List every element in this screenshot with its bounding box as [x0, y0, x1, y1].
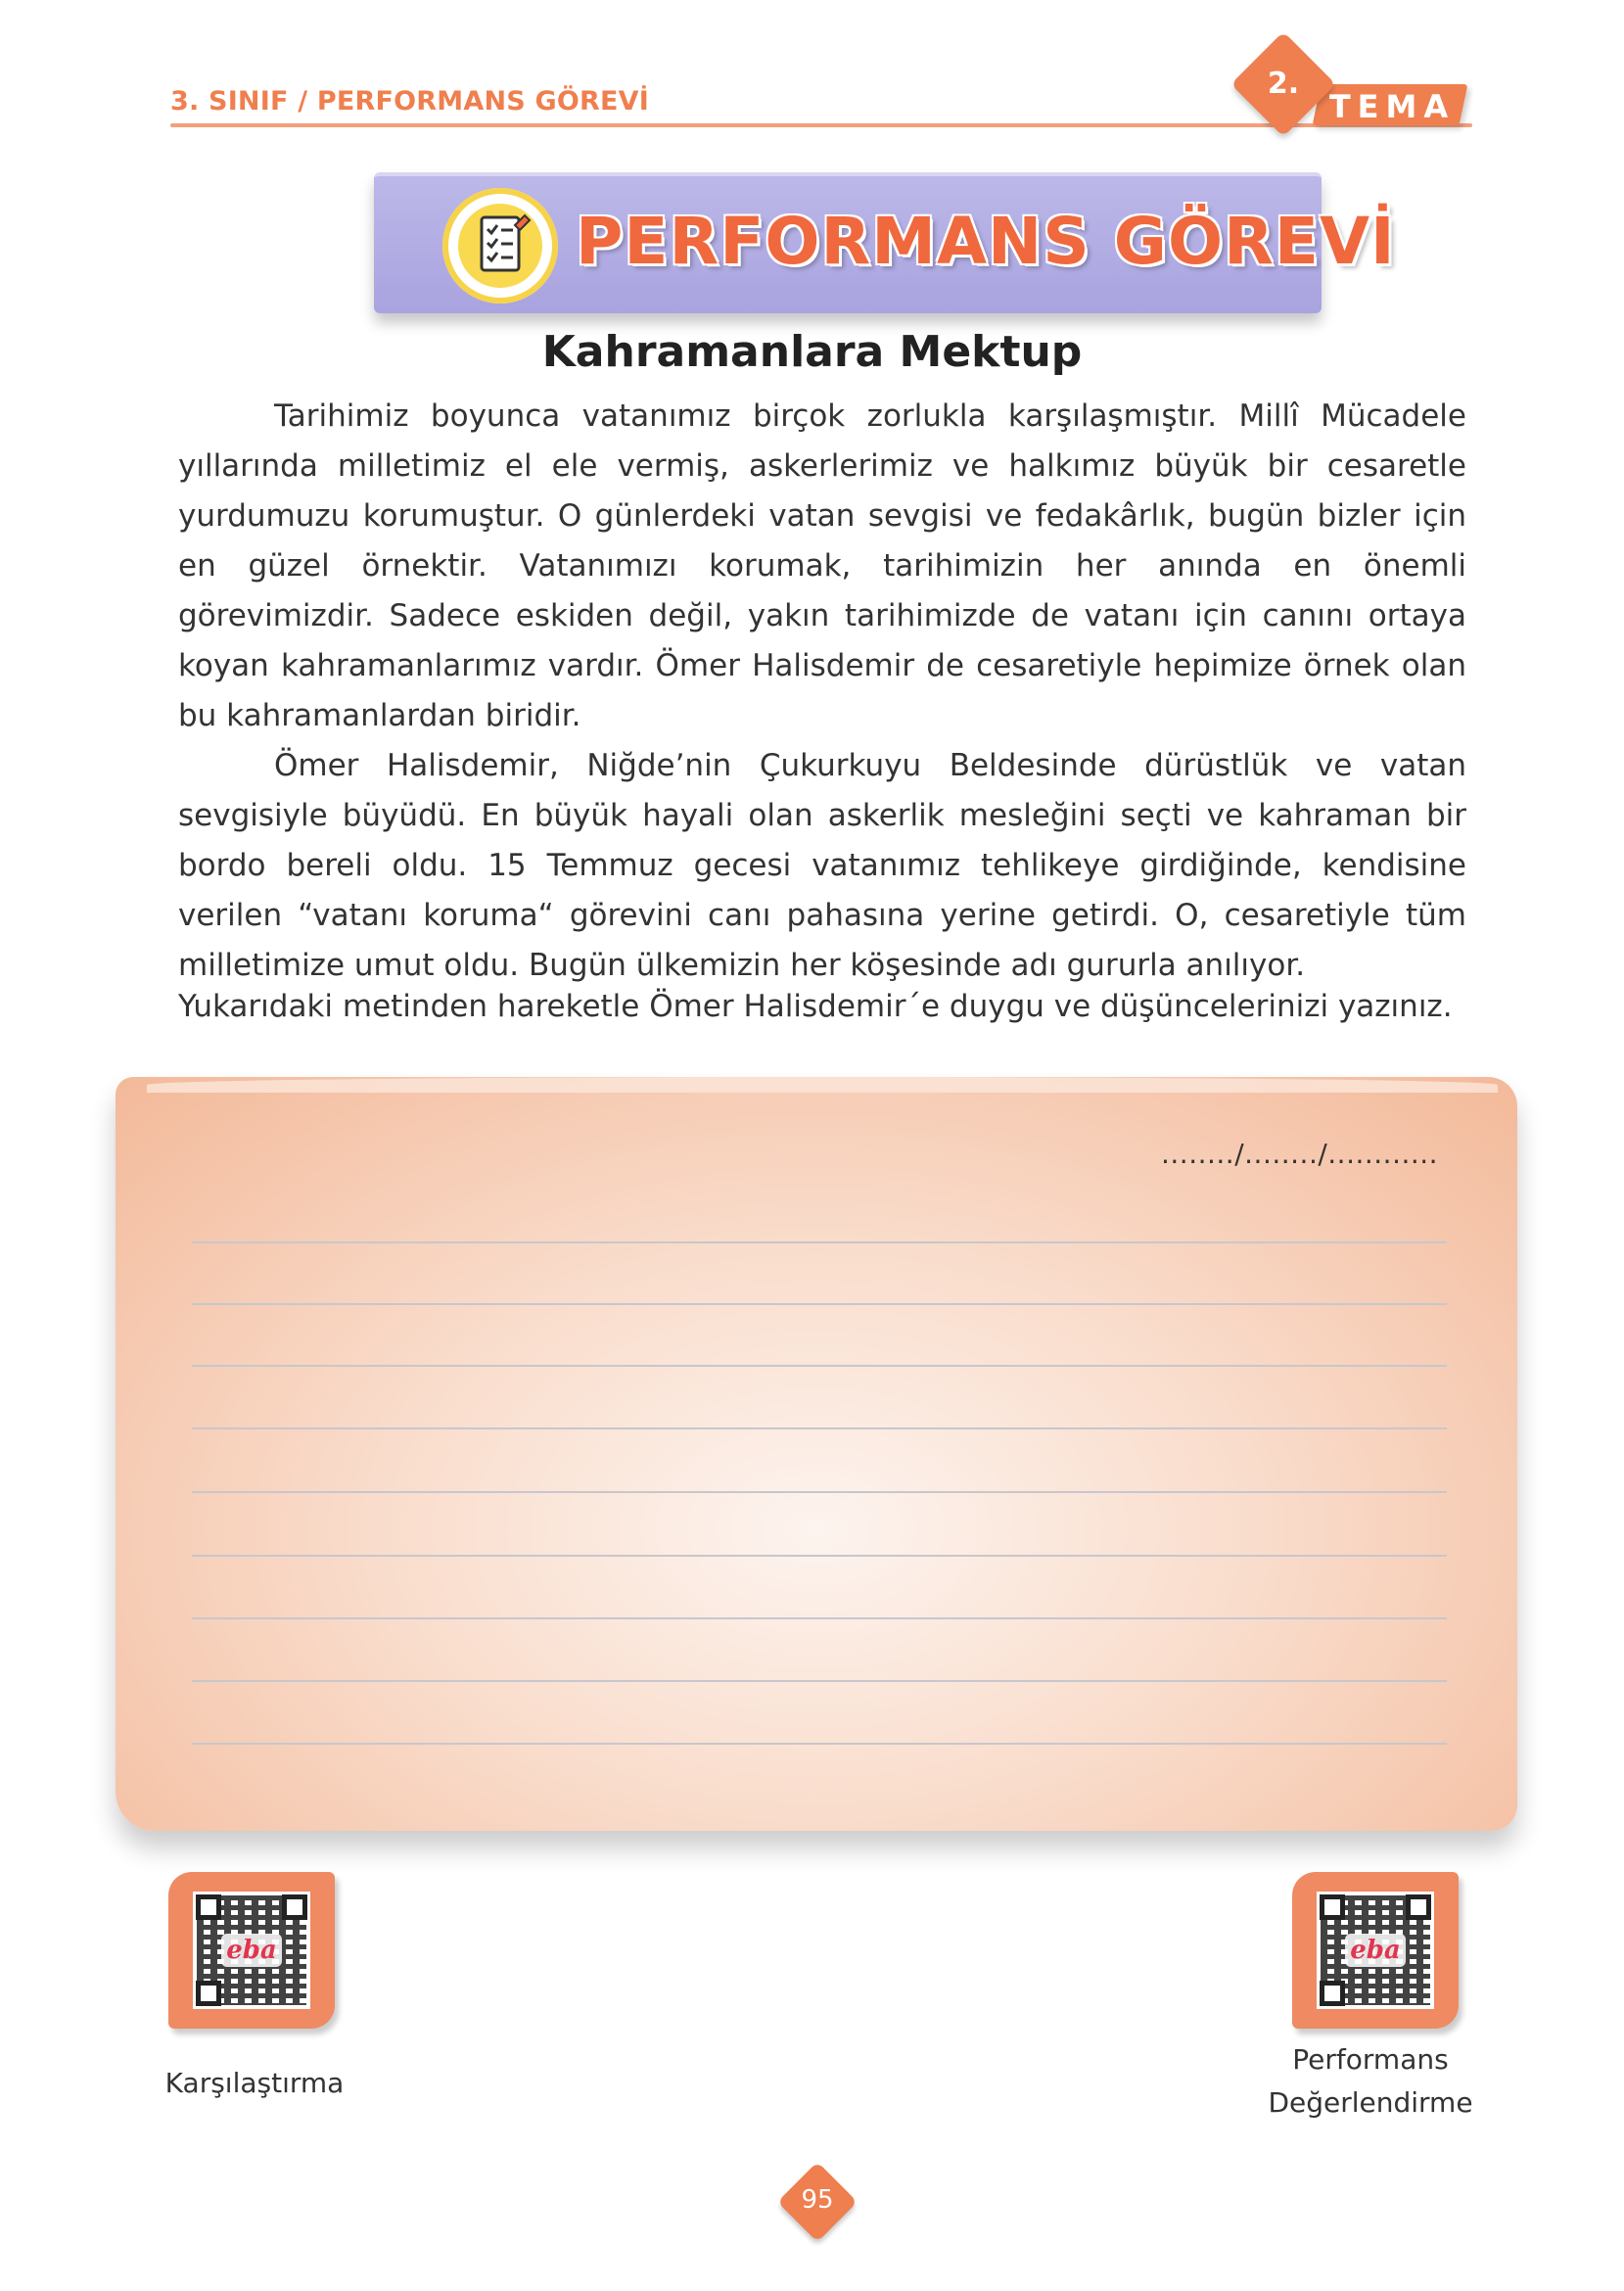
- qr-finder: [196, 1894, 221, 1920]
- eba-logo: eba: [221, 1934, 282, 1967]
- page-title: Kahramanlara Mektup: [541, 327, 1083, 377]
- theme-label: TEMA: [1328, 88, 1456, 125]
- writing-line[interactable]: [192, 1555, 1447, 1557]
- writing-line[interactable]: [192, 1241, 1447, 1243]
- instruction-text: Yukarıdaki metinden hareketle Ömer Halisdemir´e duygu ve düşüncelerinizi yazınız.: [178, 989, 1453, 1024]
- paper-curl: [147, 1077, 1498, 1093]
- qr-finder: [282, 1894, 307, 1920]
- writing-line[interactable]: [192, 1617, 1447, 1619]
- paragraph-1: Tarihimiz boyunca vatanımız birçok zorlukla karşılaşmıştır. Millî Mücadele yıllarında milletimiz el ele vermiş, askerlerimiz ve halkımız büyük bir cesaretle yurdumuzu korumuştur. O günlerdeki vatan sevgisi ve fedakârlık, bugün bizler için en güzel örnektir. Vatanımızı korumak, tarihimizin her anında en önemli görevimizdir. Sadece eskiden değil, yakın tarihimizde de vatanı için canını ortaya koyan kahramanlarımız vardır. Ömer Halisdemir de cesaretiyle hepimize örnek olan bu kahramanlardan biridir.: [178, 398, 1466, 733]
- writing-line[interactable]: [192, 1680, 1447, 1682]
- qr-finder: [1320, 1981, 1345, 2006]
- date-field[interactable]: ......../......../............: [1161, 1138, 1439, 1170]
- eba-logo: eba: [1345, 1934, 1406, 1967]
- qr-finder: [196, 1981, 221, 2006]
- writing-line[interactable]: [192, 1743, 1447, 1745]
- qr-label-evaluation: Performans Değerlendirme: [1268, 2043, 1473, 2119]
- writing-line[interactable]: [192, 1365, 1447, 1367]
- paragraph-2: Ömer Halisdemir, Niğde’nin Çukurkuyu Beldesinde dürüstlük ve vatan sevgisiyle büyüdü. En büyük hayali olan askerlik mesleğini seçti ve kahraman bir bordo bereli oldu. 15 Temmuz gecesi vatanımız tehlikeye girdiğinde, kendisine verilen “vatanı koruma“ görevini canı pahasına yerine getirdi. O, cesaretiyle tüm milletimize umut oldu. Bugün ülkemizin her köşesinde adı gururla anılıyor.: [178, 748, 1466, 983]
- theme-number: 2.: [1267, 67, 1300, 101]
- writing-line[interactable]: [192, 1427, 1447, 1429]
- page-number: 95: [801, 2185, 834, 2215]
- banner-title: PERFORMANS GÖREVİ: [576, 204, 1396, 279]
- checklist-icon: [458, 204, 542, 288]
- writing-line[interactable]: [192, 1303, 1447, 1305]
- letter-paper: [116, 1077, 1517, 1831]
- writing-line[interactable]: [192, 1491, 1447, 1493]
- header-label: 3. SINIF / PERFORMANS GÖREVİ: [170, 86, 649, 117]
- qr-finder: [1406, 1894, 1431, 1920]
- qr-label-comparison: Karşılaştırma: [164, 2067, 345, 2099]
- reading-text: [178, 392, 1466, 991]
- qr-finder: [1320, 1894, 1345, 1920]
